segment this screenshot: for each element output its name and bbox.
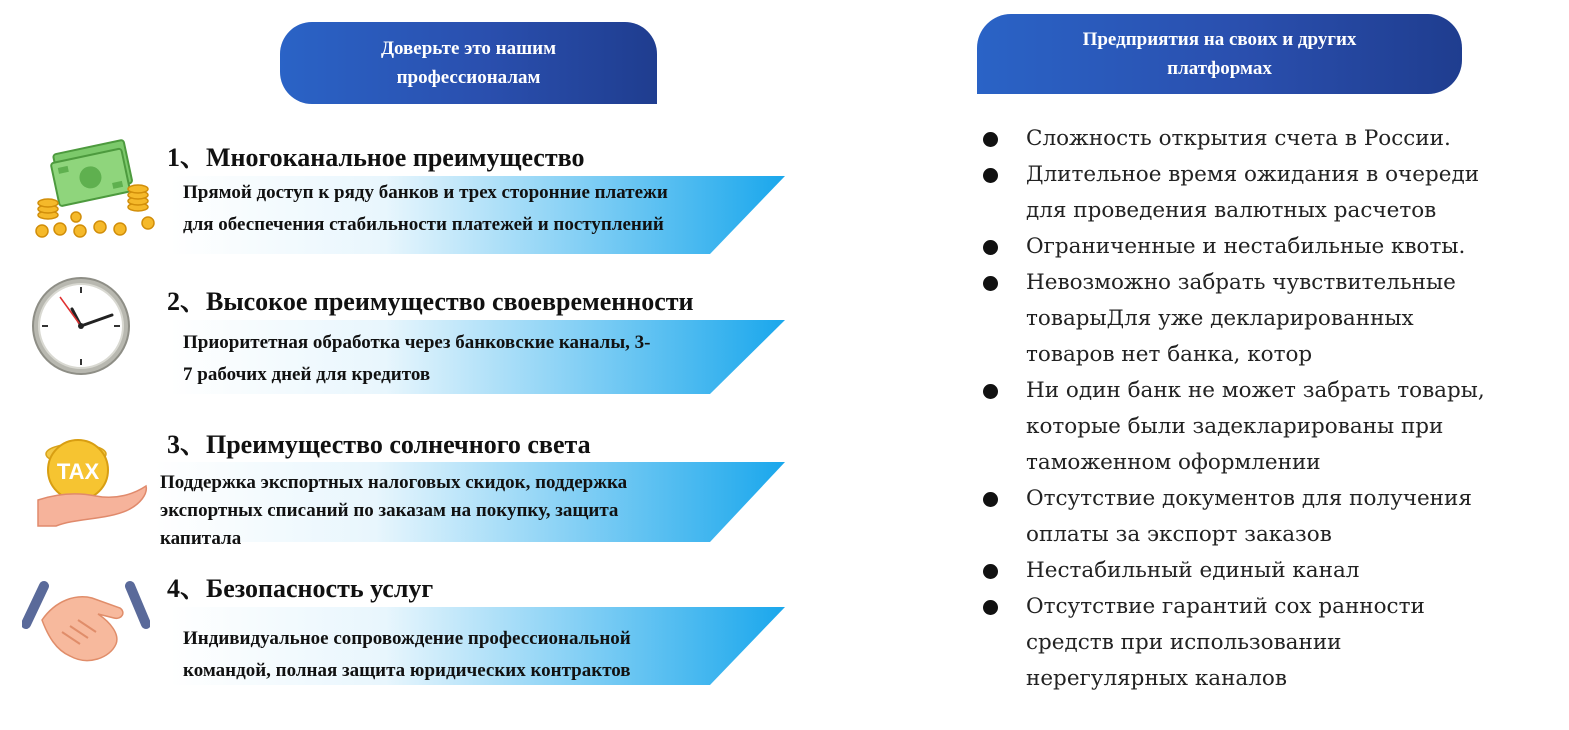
right-banner-line: платформах — [1167, 58, 1272, 79]
list-item-line: нерегулярных каналов — [1026, 666, 1287, 691]
list-item-line: товаров нет банка, котор — [1026, 342, 1313, 367]
list-item — [983, 121, 1543, 157]
item-title: 4、Безопасность услуг — [167, 574, 434, 603]
list-item-line: Ни один банк не может забрать товары, — [1026, 378, 1485, 403]
list-item-line: Ограниченные и нестабильные квоты. — [1026, 234, 1466, 259]
clock-icon — [30, 275, 132, 377]
left-banner-line: Доверьте это нашим — [380, 38, 557, 59]
list-item-line: товарыДля уже декларированных — [1026, 306, 1414, 331]
list-item-line: средств при использовании — [1026, 630, 1342, 655]
issues-list — [983, 121, 1543, 697]
left-banner — [280, 22, 657, 104]
list-item-line: Нестабильный единый канал — [1026, 558, 1360, 583]
list-item — [983, 553, 1543, 589]
right-banner — [977, 14, 1462, 94]
list-item — [983, 589, 1543, 697]
handshake-icon — [22, 580, 150, 670]
money-coins-icon — [30, 135, 155, 240]
tax-hand-icon — [36, 436, 148, 528]
item-description — [183, 623, 631, 687]
list-item-line: Отсутствие гарантий сох ранности — [1026, 594, 1425, 619]
item-description-line: Приоритетная обработка через банковские каналы, 3- — [183, 332, 651, 353]
list-item-line: Невозможно забрать чувствительные — [1026, 270, 1456, 295]
item-description — [183, 177, 668, 241]
right-banner-line: Предприятия на своих и других — [1082, 29, 1357, 50]
list-item — [983, 157, 1543, 229]
list-item-line: Сложность открытия счета в России. — [1026, 126, 1451, 151]
item-description-line: командой, полная защита юридических контрактов — [183, 660, 631, 681]
item-description-line: 7 рабочих дней для кредитов — [183, 364, 431, 385]
list-item — [983, 265, 1543, 373]
item-description-line: для обеспечения стабильности платежей и поступлений — [183, 214, 664, 235]
item-description-line: Прямой доступ к ряду банков и трех сторонние платежи — [183, 182, 668, 203]
left-banner-line: профессионалам — [396, 67, 541, 88]
item-description-line: экспортных списаний по заказам на покупку, защита — [160, 500, 619, 521]
tax-label: TAX — [56, 459, 100, 484]
item-title: 2、Высокое преимущество своевременности — [167, 287, 694, 316]
list-item-line: оплаты за экспорт заказов — [1026, 522, 1332, 547]
item-description — [160, 469, 627, 553]
item-description-line: Индивидуальное сопровождение профессиональной — [183, 628, 631, 649]
list-item — [983, 229, 1543, 265]
list-item-line: таможенном оформлении — [1026, 450, 1321, 475]
item-description-line: капитала — [160, 528, 242, 549]
list-item-line: Длительное время ожидания в очереди — [1026, 162, 1480, 187]
list-item-line: Отсутствие документов для получения — [1026, 486, 1472, 511]
item-title: 3、Преимущество солнечного света — [167, 430, 591, 459]
list-item — [983, 373, 1543, 481]
item-description-line: Поддержка экспортных налоговых скидок, поддержка — [160, 472, 628, 493]
item-description — [183, 327, 651, 391]
list-item-line: которые были задекларированы при — [1026, 414, 1444, 439]
list-item-line: для проведения валютных расчетов — [1026, 198, 1437, 223]
item-title: 1、Многоканальное преимущество — [167, 143, 585, 172]
list-item — [983, 481, 1543, 553]
